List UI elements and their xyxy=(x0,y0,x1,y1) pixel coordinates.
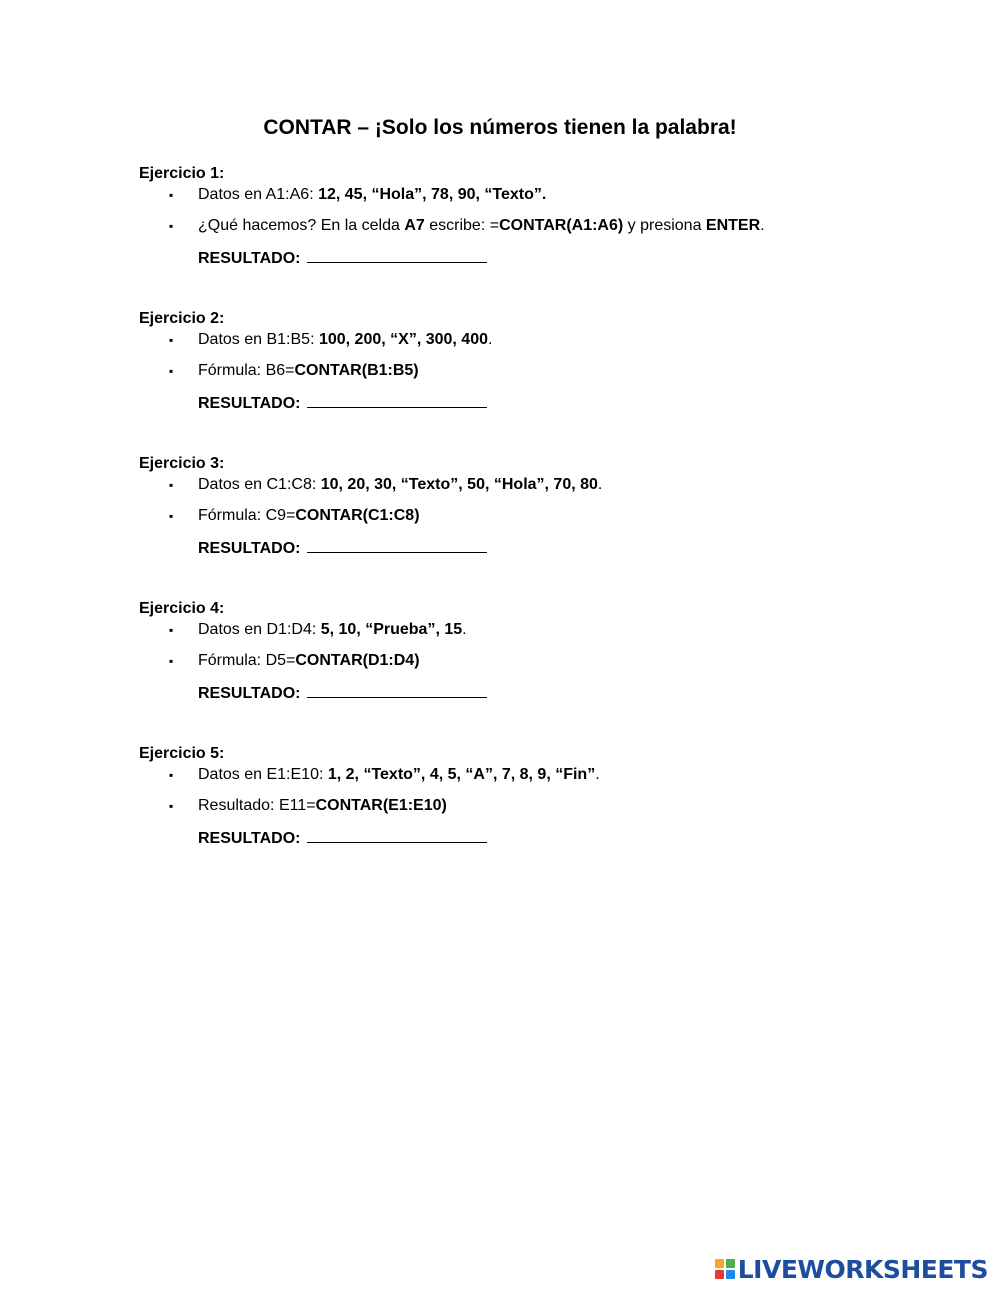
formula-line: ▪ Fórmula: D5=CONTAR(D1:D4) xyxy=(169,652,420,669)
bullet-icon: ▪ xyxy=(169,219,174,233)
logo-square-icon xyxy=(726,1259,735,1268)
data-line: ▪ Datos en D1:D4: 5, 10, “Prueba”, 15. xyxy=(169,621,467,638)
bullet-icon: ▪ xyxy=(169,799,174,813)
logo-text: LIVEWORKSHEETS xyxy=(737,1254,988,1284)
result-line xyxy=(139,827,939,847)
result-label: RESULTADO: xyxy=(198,685,301,702)
exercise-1 xyxy=(139,164,939,267)
answer-blank[interactable] xyxy=(307,247,487,263)
logo-square-icon xyxy=(726,1270,735,1279)
bullet-icon: ▪ xyxy=(169,509,174,523)
exercise-heading: Ejercicio 3: xyxy=(139,455,225,472)
logo-square-icon xyxy=(715,1270,724,1279)
formula-line: ▪ Fórmula: C9=CONTAR(C1:C8) xyxy=(169,507,420,524)
result-label: RESULTADO: xyxy=(198,395,301,412)
result-line xyxy=(139,682,939,702)
data-line: ▪ Datos en C1:C8: 10, 20, 30, “Texto”, 50, “Hola”, 70, 80. xyxy=(169,476,603,493)
bullet-icon: ▪ xyxy=(169,333,174,347)
answer-blank[interactable] xyxy=(307,827,487,843)
data-line: ▪ Datos en E1:E10: 1, 2, “Texto”, 4, 5, “A”, 7, 8, 9, “Fin”. xyxy=(169,766,600,783)
exercise-heading: Ejercicio 2: xyxy=(139,310,225,327)
exercise-heading: Ejercicio 4: xyxy=(139,600,225,617)
exercise-3 xyxy=(139,454,939,557)
result-line xyxy=(139,392,939,412)
result-line xyxy=(139,247,939,267)
exercise-5 xyxy=(139,744,939,847)
result-line xyxy=(139,537,939,557)
page-title: CONTAR – ¡Solo los números tienen la palabra! xyxy=(263,116,737,139)
answer-blank[interactable] xyxy=(307,682,487,698)
data-line: ▪ Datos en B1:B5: 100, 200, “X”, 300, 400. xyxy=(169,331,493,348)
result-label: RESULTADO: xyxy=(198,540,301,557)
logo-square-icon xyxy=(715,1259,724,1268)
bullet-icon: ▪ xyxy=(169,654,174,668)
answer-blank[interactable] xyxy=(307,537,487,553)
formula-line: ▪ Resultado: E11=CONTAR(E1:E10) xyxy=(169,797,447,814)
exercise-4 xyxy=(139,599,939,702)
logo-icon xyxy=(715,1259,735,1279)
bullet-icon: ▪ xyxy=(169,364,174,378)
exercise-2 xyxy=(139,309,939,412)
data-line: ▪ Datos en A1:A6: 12, 45, “Hola”, 78, 90, “Texto”. xyxy=(169,186,547,203)
bullet-icon: ▪ xyxy=(169,478,174,492)
bullet-icon: ▪ xyxy=(169,188,174,202)
formula-line: ▪ Fórmula: B6=CONTAR(B1:B5) xyxy=(169,362,419,379)
exercise-heading: Ejercicio 1: xyxy=(139,165,225,182)
instruction-line: ▪ ¿Qué hacemos? En la celda A7 escribe: =CONTAR(A1:A6) y presiona ENTER. xyxy=(169,217,765,234)
liveworksheets-logo[interactable] xyxy=(715,1253,988,1285)
answer-blank[interactable] xyxy=(307,392,487,408)
bullet-icon: ▪ xyxy=(169,768,174,782)
result-label: RESULTADO: xyxy=(198,830,301,847)
result-label: RESULTADO: xyxy=(198,250,301,267)
exercise-heading: Ejercicio 5: xyxy=(139,745,225,762)
bullet-icon: ▪ xyxy=(169,623,174,637)
